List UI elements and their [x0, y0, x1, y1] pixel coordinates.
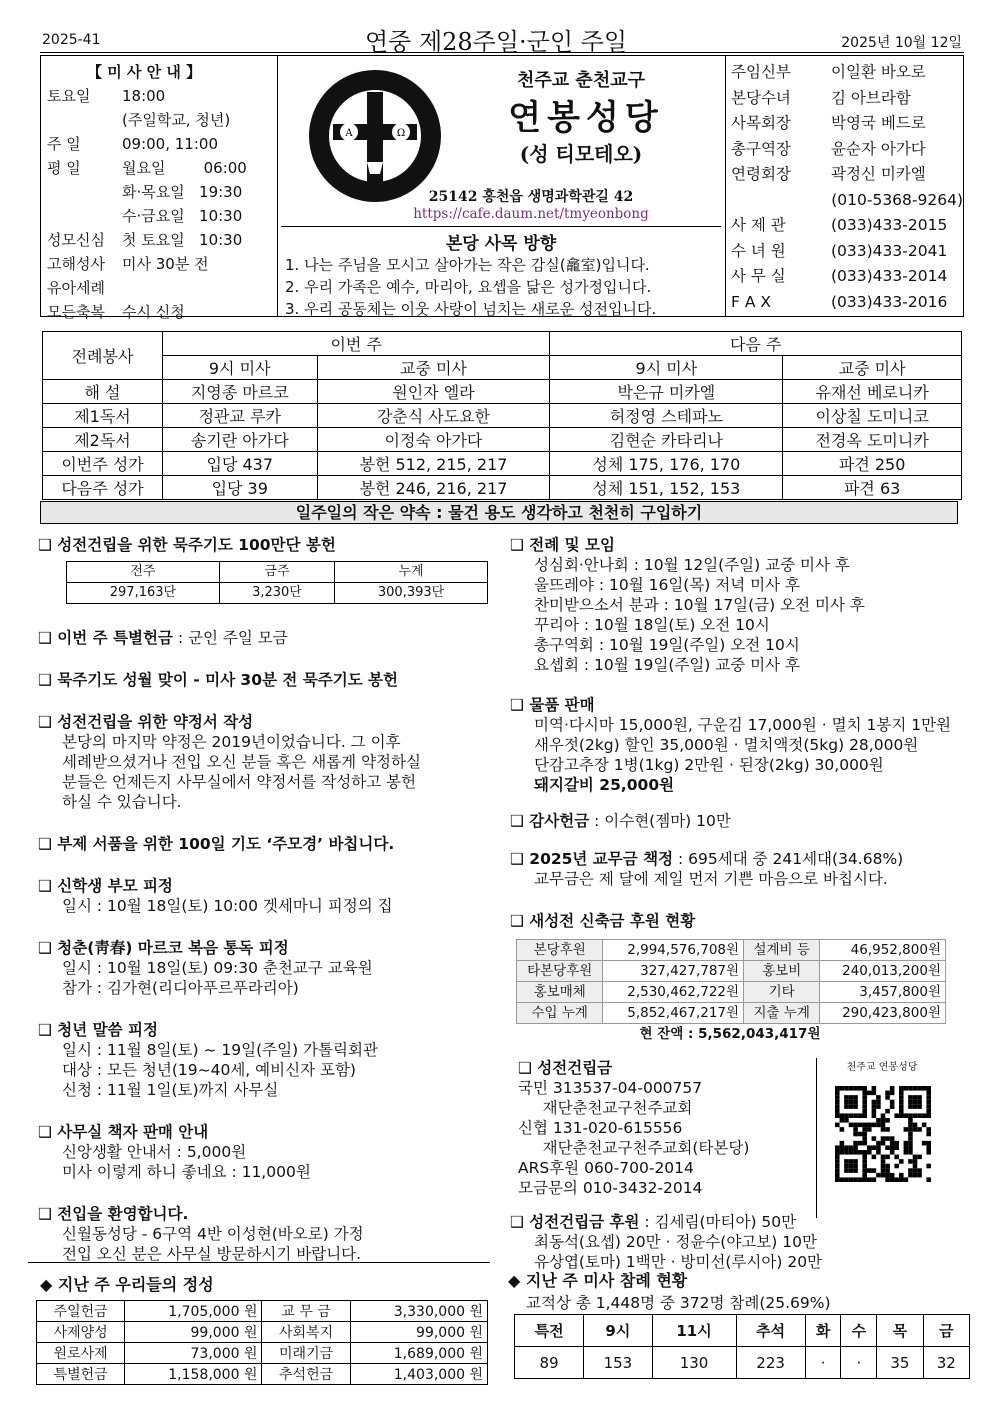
- mass-title: 【 미 사 안 내 】: [87, 63, 202, 81]
- mass-row: [47, 132, 273, 156]
- mass-day: 성모신심: [47, 231, 105, 249]
- staff-role: [731, 188, 821, 214]
- pledge-heading: ❑ 성전건립을 위한 약정서 작성: [38, 713, 254, 731]
- staff-role: 사 무 실: [731, 267, 786, 285]
- liturgy-cell: 제1독서: [43, 404, 163, 428]
- booklet-sale-line: 미사 이렇게 하니 좋네요 : 11,000원: [62, 1163, 311, 1181]
- mass-row: [47, 276, 273, 300]
- staff-row: [731, 86, 963, 112]
- offering-table: [36, 1300, 488, 1385]
- offering-cell: 3,330,000 원: [350, 1301, 487, 1322]
- fund-cell: 2,530,462,722원: [603, 982, 744, 1003]
- fund-cell: 본당후원: [517, 940, 603, 961]
- meetings-line: 꾸리아 : 10월 18일(토) 오전 10시: [534, 616, 770, 634]
- offering-heading: ◆ 지난 주 우리들의 정성: [40, 1275, 214, 1294]
- mass-row: [47, 180, 273, 204]
- staff-value: 윤순자 아가다: [831, 139, 926, 158]
- welcome-line: 신월동성당 - 6구역 4반 이성현(바오로) 가정: [62, 1225, 364, 1243]
- header-rule: [40, 52, 964, 53]
- mass-row: [47, 228, 273, 252]
- direction-line: 3. 우리 공동체는 이웃 사랑이 넘치는 새로운 성전입니다.: [285, 300, 657, 318]
- direction-title: 본당 사목 방향: [445, 234, 557, 254]
- fund-cell: 3,457,800원: [820, 982, 946, 1003]
- fund-cell: 327,427,787원: [603, 961, 744, 982]
- liturgy-cell: 제2독서: [43, 428, 163, 452]
- mass-day: 유아세례: [47, 279, 105, 297]
- direction-line: 1. 나는 주님을 모시고 살아가는 작은 감실(龕室)입니다.: [285, 256, 650, 274]
- liturgy-cell: 파견 63: [783, 476, 962, 500]
- thanks-offering-heading: ❑ 감사헌금: [510, 812, 590, 830]
- meetings-heading: ❑ 전례 및 모임: [510, 536, 615, 554]
- mass-row: [47, 300, 273, 324]
- meetings-line: 찬미받으소서 분과 : 10월 17일(금) 오전 미사 후: [534, 596, 865, 614]
- liturgy-cell: 봉헌 512, 215, 217: [317, 452, 550, 476]
- staff-row: [731, 264, 963, 290]
- staff-row: [731, 239, 963, 265]
- donation-line: 최동석(요셉) 20만 · 정윤수(야고보) 10만: [534, 1233, 817, 1251]
- mass-row: [47, 252, 273, 276]
- mass-row: [47, 204, 273, 228]
- liturgy-table: [42, 331, 962, 500]
- meetings-line: 성심회·안나회 : 10월 12일(주일) 교중 미사 후: [534, 556, 850, 574]
- table-row: [37, 1343, 488, 1364]
- table-row: [43, 452, 962, 476]
- offering-cell: 99,000 원: [125, 1322, 262, 1343]
- mass-header: 교중 미사: [783, 356, 962, 380]
- staff-value: (033)433-2015: [831, 216, 948, 234]
- liturgy-cell: 전경옥 도미니카: [783, 428, 962, 452]
- attendance-col: 9시: [584, 1315, 652, 1347]
- svg-text:Ω: Ω: [396, 128, 406, 139]
- table-row: [515, 1315, 970, 1347]
- liturgy-cell: 성체 151, 152, 153: [550, 476, 783, 500]
- account-line: 신협 131-020-615556: [518, 1119, 683, 1137]
- staff-role: 연령회장: [731, 165, 791, 183]
- special-collection-text: : 군인 주일 모금: [172, 629, 288, 647]
- liturgy-cell: 지영종 마르코: [163, 380, 318, 404]
- meetings-line: 울뜨레야 : 10월 16일(목) 저녁 미사 후: [534, 576, 801, 594]
- staff-value: 김 아브라함: [831, 88, 911, 107]
- staff-role: F A X: [731, 292, 771, 311]
- attendance-col: 특전: [515, 1315, 584, 1347]
- mark-retreat-line: 일시 : 10월 18일(토) 09:30 춘천교구 교육원: [62, 959, 373, 977]
- account-line: 모금문의 010-3432-2014: [518, 1179, 703, 1197]
- rosary-col: 전주: [67, 562, 220, 583]
- fund-cell: 46,952,800원: [820, 940, 946, 961]
- issue-date: 2025년 10월 12일: [841, 35, 962, 51]
- rosary-val: 3,230단: [219, 583, 334, 604]
- liturgy-cell: 이번주 성가: [43, 452, 163, 476]
- donation-text: : 김세림(마티아) 50만: [639, 1213, 797, 1231]
- staff-value: (033)433-2014: [831, 267, 948, 285]
- next-week-header: 다음 주: [550, 332, 962, 356]
- pledge-line: 본당의 마지막 약정은 2019년이었습니다. 그 이후: [62, 733, 401, 751]
- table-row: [37, 1301, 488, 1322]
- pledge-line: 분들은 언제든지 사무실에서 약정서를 작성하고 봉헌: [62, 773, 417, 791]
- offering-cell: 원로사제: [37, 1343, 125, 1364]
- mass-day: 주 일: [47, 135, 81, 153]
- mass-header: 교중 미사: [317, 356, 550, 380]
- page-title: 연중 제28주일·군인 주일: [364, 28, 628, 56]
- fund-balance: 현 잔액 : 5,562,043,417원: [639, 1026, 821, 1042]
- offering-cell: 1,689,000 원: [350, 1343, 487, 1364]
- attendance-col: 11시: [652, 1315, 736, 1347]
- staff-role: 총구역장: [731, 139, 791, 158]
- attendance-col: 목: [877, 1315, 923, 1347]
- staff-value: 곽정신 미카엘: [831, 165, 926, 183]
- staff-contacts: [731, 60, 963, 315]
- attendance-col: 금: [923, 1315, 969, 1347]
- offering-cell: 특별헌금: [37, 1364, 125, 1385]
- offering-cell: 사제양성: [37, 1322, 125, 1343]
- right-column: [510, 535, 970, 1286]
- welcome-heading: ❑ 전입을 환영합니다.: [38, 1205, 189, 1223]
- liturgy-cell: 입당 437: [163, 452, 318, 476]
- attendance-val: 223: [736, 1347, 805, 1379]
- liturgy-cell: 원인자 엘라: [317, 380, 550, 404]
- offering-cell: 사회복지: [262, 1322, 350, 1343]
- attendance-val: 89: [515, 1347, 584, 1379]
- mass-header: 9시 미사: [163, 356, 318, 380]
- fund-cell: 설계비 등: [744, 940, 820, 961]
- pastoral-direction: [281, 226, 721, 318]
- liturgy-cell: 유재선 베로니카: [783, 380, 962, 404]
- youth-retreat-heading: ❑ 청년 말씀 피정: [38, 1021, 158, 1039]
- mass-day: 모든축복: [47, 303, 105, 321]
- liturgy-cell: 정관교 루카: [163, 404, 318, 428]
- qr-label: 천주교 연봉성당: [846, 1062, 918, 1073]
- account-line: ARS후원 060-700-2014: [518, 1159, 694, 1177]
- attendance-col: 화: [805, 1315, 841, 1347]
- goods-sale-line: 미역·다시마 15,000원, 구운김 17,000원 · 멸치 1봉지 1만원: [534, 716, 952, 734]
- staff-row: [731, 111, 963, 137]
- fund-cell: 타본당후원: [517, 961, 603, 982]
- parish-logo: [305, 66, 445, 206]
- attendance-table: [514, 1314, 970, 1379]
- direction-line: 2. 우리 가족은 예수, 마리아, 요셉을 닮은 성가정입니다.: [285, 278, 652, 296]
- goods-sale-heading: ❑ 물품 판매: [510, 696, 595, 714]
- table-row: [517, 940, 946, 961]
- mass-day: [47, 180, 122, 204]
- rosary-col: 금주: [219, 562, 334, 583]
- attendance-val: 153: [584, 1347, 652, 1379]
- fund-cell: 수입 누계: [517, 1003, 603, 1024]
- account-line: 재단춘천교구천주교회(타본당): [518, 1139, 750, 1157]
- staff-role: 수 녀 원: [731, 241, 786, 260]
- table-row: [517, 961, 946, 982]
- liturgy-cell: 이상칠 도미니코: [783, 404, 962, 428]
- mass-day: 평 일: [47, 159, 81, 177]
- staff-value: 이일환 바오로: [831, 63, 926, 81]
- attendance-val: 35: [877, 1347, 923, 1379]
- goods-sale-line: 새우젓(2kg) 할인 35,000원 · 멸치액젓(5kg) 28,000원: [534, 736, 919, 754]
- issue-number: 2025-41: [42, 32, 101, 48]
- building-account-heading: ❑ 성전건립금: [518, 1059, 613, 1077]
- liturgy-cell: 봉헌 246, 216, 217: [317, 476, 550, 500]
- mass-time: 09:00, 11:00: [122, 135, 218, 153]
- diocese-name: 천주교 춘천교구: [517, 70, 645, 91]
- rosary-val: 297,163단: [67, 583, 220, 604]
- offering-cell: 1,158,000 원: [125, 1364, 262, 1385]
- liturgy-cell: 김현순 카타리나: [550, 428, 783, 452]
- mass-time: 18:00: [122, 87, 166, 105]
- qr-block: [816, 1058, 956, 1218]
- mass-row: [47, 156, 273, 180]
- liturgy-cell: 이정숙 아가다: [317, 428, 550, 452]
- rosary-col: 누계: [335, 562, 488, 583]
- offering-cell: 추석헌금: [262, 1364, 350, 1385]
- table-row: [517, 982, 946, 1003]
- staff-row: [731, 60, 963, 86]
- staff-role: 사 제 관: [731, 216, 786, 234]
- table-row: [43, 476, 962, 500]
- mass-day: 토요일: [47, 87, 91, 105]
- diaconate-prayer-heading: ❑ 부제 서품을 위한 100일 기도 ‘주모경’ 바칩니다.: [38, 835, 395, 853]
- mass-time: (주일학교, 청년): [122, 111, 231, 129]
- staff-role: 주임신부: [731, 63, 791, 81]
- fund-cell: 2,994,576,708원: [603, 940, 744, 961]
- staff-value: 박영국 베드로: [831, 114, 926, 132]
- mass-time: 미사 30분 전: [122, 255, 209, 273]
- parish-name: 연봉성당: [508, 98, 664, 138]
- section-rule: [28, 1262, 490, 1263]
- booklet-sale-line: 신앙생활 안내서 : 5,000원: [62, 1143, 247, 1161]
- account-line: 국민 313537-04-000757: [518, 1079, 703, 1097]
- qr-code-icon[interactable]: [835, 1086, 931, 1182]
- offering-cell: 미래기금: [262, 1343, 350, 1364]
- svg-text:A: A: [345, 128, 353, 139]
- mass-day: [47, 108, 122, 132]
- liturgy-cell: 강춘식 사도요한: [317, 404, 550, 428]
- donation-line: 유상엽(토마) 1백만 · 방미선(루시아) 20만: [534, 1253, 823, 1271]
- offering-cell: 1,403,000 원: [350, 1364, 487, 1385]
- mark-retreat-line: 참가 : 김가현(리디아푸르푸라리아): [62, 979, 299, 997]
- youth-retreat-line: 신청 : 11월 1일(토)까지 사무실: [62, 1081, 279, 1099]
- goods-sale-highlight: 돼지갈비 25,000원: [534, 776, 675, 794]
- liturgy-cell: 박은규 미카엘: [550, 380, 783, 404]
- meetings-line: 총구역회 : 10월 19일(주일) 오전 10시: [534, 636, 800, 654]
- mass-time: 월요일 06:00: [122, 159, 247, 177]
- attendance-val: ·: [805, 1347, 841, 1379]
- pledge-line: 세례받으셨거나 전입 오신 분들 혹은 새롭게 약정하실: [62, 753, 421, 771]
- tithe-heading: ❑ 2025년 교무금 책정: [510, 850, 674, 868]
- attendance-val: 32: [923, 1347, 969, 1379]
- building-fund-heading: ❑ 새성전 신축금 후원 현황: [510, 912, 696, 930]
- table-row: [37, 1322, 488, 1343]
- account-line: 재단춘천교구천주교회: [518, 1099, 693, 1117]
- table-row: [517, 1003, 946, 1024]
- liturgy-cell: 송기란 아가다: [163, 428, 318, 452]
- mass-header: 9시 미사: [550, 356, 783, 380]
- this-week-header: 이번 주: [163, 332, 550, 356]
- meetings-line: 요셉회 : 10월 19일(주일) 교중 미사 후: [534, 656, 801, 674]
- welcome-line: 전입 오신 분은 사무실 방문하시기 바랍니다.: [62, 1245, 362, 1263]
- table-row: [43, 428, 962, 452]
- fund-cell: 240,013,200원: [820, 961, 946, 982]
- staff-role: 사목회장: [731, 114, 791, 132]
- parents-retreat-line: 일시 : 10월 18일(토) 10:00 겟세마니 피정의 집: [62, 897, 393, 915]
- liturgy-cell: 파견 250: [783, 452, 962, 476]
- donation-heading: ❑ 성전건립금 후원: [510, 1213, 640, 1231]
- staff-row: [731, 290, 963, 316]
- tithe-text: : 695세대 중 241세대(34.68%): [673, 850, 904, 868]
- mass-time: 첫 토요일 10:30: [122, 231, 243, 249]
- mass-time: 수시 신청: [122, 303, 185, 321]
- fund-cell: 지출 누계: [744, 1003, 820, 1024]
- attendance-heading: ◆ 지난 주 미사 참례 현황: [508, 1271, 688, 1290]
- attendance-summary: 교적상 총 1,448명 중 372명 참례(25.69%): [526, 1294, 831, 1312]
- table-row: [37, 1364, 488, 1385]
- offering-cell: 1,705,000 원: [125, 1301, 262, 1322]
- staff-row: [731, 188, 963, 214]
- staff-value: (033)433-2041: [831, 241, 948, 260]
- liturgy-cell: 입당 39: [163, 476, 318, 500]
- mass-time: 화·목요일 19:30: [122, 183, 243, 201]
- pledge-line: 하실 수 있습니다.: [62, 793, 182, 811]
- table-row: [43, 380, 962, 404]
- parish-address: 25142 홍천읍 생명과학관길 42: [428, 189, 634, 205]
- mass-day: [47, 204, 122, 228]
- table-row: [515, 1347, 970, 1379]
- fund-cell: 290,423,800원: [820, 1003, 946, 1024]
- booklet-sale-heading: ❑ 사무실 책자 판매 안내: [38, 1123, 209, 1141]
- rosary-val: 300,393단: [335, 583, 488, 604]
- staff-row: [731, 137, 963, 163]
- building-fund-table: [516, 939, 946, 1024]
- youth-retreat-line: 대상 : 모든 청년(19~40세, 예비신자 포함): [62, 1061, 356, 1079]
- mark-retreat-heading: ❑ 청춘(靑春) 마르코 복음 통독 피정: [38, 939, 289, 957]
- info-box: [40, 55, 964, 321]
- mass-schedule: [47, 60, 273, 324]
- youth-retreat-line: 일시 : 11월 8일(토) ~ 19일(주일) 가톨릭회관: [62, 1041, 378, 1059]
- mass-time: 수·금요일 10:30: [122, 207, 243, 225]
- attendance-col: 수: [841, 1315, 877, 1347]
- thanks-offering-text: : 이수현(젬마) 10만: [589, 812, 731, 830]
- liturgy-corner: 전례봉사: [43, 332, 163, 380]
- fund-cell: 5,852,467,217원: [603, 1003, 744, 1024]
- attendance-val: 130: [652, 1347, 736, 1379]
- rosary-heading: ❑ 성전건립을 위한 묵주기도 100만단 봉헌: [38, 536, 336, 554]
- offering-cell: 주일헌금: [37, 1301, 125, 1322]
- staff-row: [731, 162, 963, 188]
- goods-sale-line: 단감고추장 1병(1kg) 2만원 · 된장(2kg) 30,000원: [534, 756, 884, 774]
- fund-cell: 홍보비: [744, 961, 820, 982]
- parents-retreat-heading: ❑ 신학생 부모 피정: [38, 877, 173, 895]
- left-column: [38, 535, 498, 1278]
- offering-cell: 교 무 금: [262, 1301, 350, 1322]
- liturgy-cell: 다음주 성가: [43, 476, 163, 500]
- mass-day: 고해성사: [47, 255, 105, 273]
- liturgy-cell: 허정영 스테파노: [550, 404, 783, 428]
- staff-value: (010-5368-9264): [831, 190, 963, 209]
- patron-saint: (성 티모테오): [519, 142, 643, 166]
- fund-cell: 기타: [744, 982, 820, 1003]
- table-row: [43, 404, 962, 428]
- special-collection-heading: ❑ 이번 주 특별헌금: [38, 629, 173, 647]
- mass-row: [47, 84, 273, 108]
- attendance-val: ·: [841, 1347, 877, 1379]
- mass-row: [47, 108, 273, 132]
- staff-role: 본당수녀: [731, 88, 791, 107]
- offering-cell: 73,000 원: [125, 1343, 262, 1364]
- tithe-note: 교무금은 제 달에 제일 먼저 기쁜 마음으로 바칩시다.: [534, 870, 888, 888]
- rosary-month-heading: ❑ 묵주기도 성월 맞이 - 미사 30분 전 묵주기도 봉헌: [38, 671, 398, 689]
- rosary-table: [66, 561, 488, 604]
- offering-cell: 99,000 원: [350, 1322, 487, 1343]
- attendance-col: 추석: [736, 1315, 805, 1347]
- liturgy-cell: 성체 175, 176, 170: [550, 452, 783, 476]
- liturgy-cell: 해 설: [43, 380, 163, 404]
- fund-cell: 홍보매체: [517, 982, 603, 1003]
- weekly-promise: 일주일의 작은 약속 : 물건 용도 생각하고 천천히 구입하기: [40, 501, 958, 524]
- staff-row: [731, 213, 963, 239]
- staff-value: (033)433-2016: [831, 292, 948, 311]
- parish-url[interactable]: https://cafe.daum.net/tmyeonbong: [413, 206, 649, 222]
